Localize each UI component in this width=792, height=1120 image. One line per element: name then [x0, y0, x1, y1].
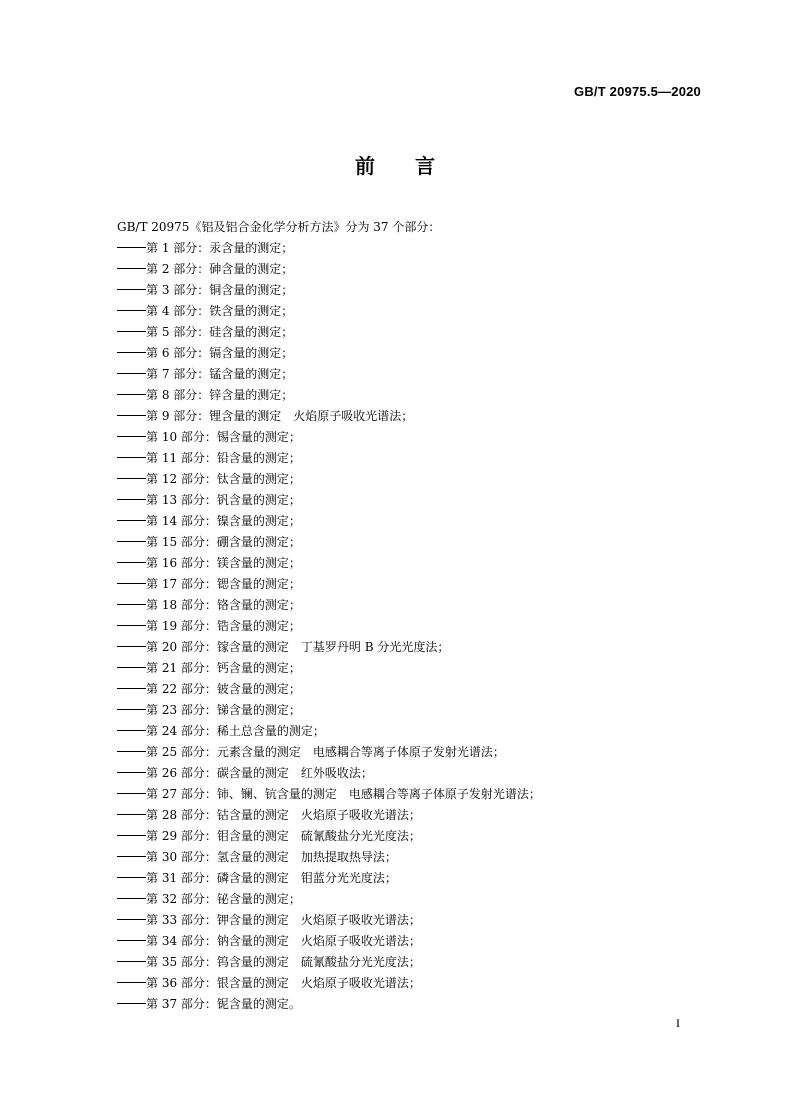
- list-item: [117, 364, 717, 385]
- list-item: [117, 238, 717, 259]
- list-item: [117, 847, 717, 868]
- dash-mark: [117, 793, 146, 794]
- dash-mark: [117, 268, 146, 269]
- dash-mark: [117, 667, 146, 668]
- part-text: 第 35 部分：钨含量的测定 硫氰酸盐分光光度法；: [146, 955, 421, 969]
- list-item: [117, 805, 717, 826]
- dash-mark: [117, 898, 146, 899]
- dash-mark: [117, 520, 146, 521]
- dash-mark: [117, 457, 146, 458]
- part-text: 第 10 部分：锡含量的测定；: [146, 430, 301, 444]
- dash-mark: [117, 709, 146, 710]
- dash-mark: [117, 352, 146, 353]
- part-text: 第 30 部分：氢含量的测定 加热提取热导法；: [146, 850, 397, 864]
- foreword-body: [117, 217, 717, 1015]
- list-item: [117, 574, 717, 595]
- dash-mark: [117, 604, 146, 605]
- dash-mark: [117, 919, 146, 920]
- part-text: 第 19 部分：锆含量的测定；: [146, 619, 301, 633]
- dash-mark: [117, 835, 146, 836]
- dash-mark: [117, 562, 146, 563]
- list-item: [117, 448, 717, 469]
- list-item: [117, 721, 717, 742]
- list-item: [117, 343, 717, 364]
- list-item: [117, 511, 717, 532]
- part-text: 第 11 部分：铅含量的测定；: [146, 451, 301, 465]
- part-text: 第 16 部分：镁含量的测定；: [146, 556, 301, 570]
- part-text: 第 24 部分：稀土总含量的测定；: [146, 724, 325, 738]
- part-text: 第 13 部分：钒含量的测定；: [146, 493, 301, 507]
- part-text: 第 29 部分：钼含量的测定 硫氰酸盐分光光度法；: [146, 829, 421, 843]
- dash-mark: [117, 730, 146, 731]
- dash-mark: [117, 772, 146, 773]
- part-text: 第 28 部分：钴含量的测定 火焰原子吸收光谱法；: [146, 808, 421, 822]
- list-item: [117, 406, 717, 427]
- list-item: [117, 826, 717, 847]
- list-item: [117, 322, 717, 343]
- part-text: 第 14 部分：镍含量的测定；: [146, 514, 301, 528]
- page-number: I: [676, 1016, 680, 1030]
- part-text: 第 4 部分：铁含量的测定；: [146, 304, 294, 318]
- list-item: [117, 637, 717, 658]
- list-item: [117, 490, 717, 511]
- list-item: [117, 742, 717, 763]
- title-char-right: 言: [415, 154, 437, 178]
- dash-mark: [117, 856, 146, 857]
- part-text: 第 26 部分：碳含量的测定 红外吸收法；: [146, 766, 373, 780]
- list-item: [117, 784, 717, 805]
- dash-mark: [117, 436, 146, 437]
- part-text: 第 31 部分：磷含量的测定 钼蓝分光光度法；: [146, 871, 397, 885]
- list-item: [117, 553, 717, 574]
- part-text: 第 7 部分：锰含量的测定；: [146, 367, 294, 381]
- part-text: 第 17 部分：锶含量的测定；: [146, 577, 301, 591]
- dash-mark: [117, 940, 146, 941]
- dash-mark: [117, 499, 146, 500]
- list-item: [117, 427, 717, 448]
- dash-mark: [117, 583, 146, 584]
- list-item: [117, 259, 717, 280]
- list-item: [117, 952, 717, 973]
- dash-mark: [117, 1003, 146, 1004]
- dash-mark: [117, 247, 146, 248]
- dash-mark: [117, 394, 146, 395]
- part-text: 第 25 部分：元素含量的测定 电感耦合等离子体原子发射光谱法；: [146, 745, 505, 759]
- part-text: 第 9 部分：锂含量的测定 火焰原子吸收光谱法；: [146, 409, 414, 423]
- list-item: [117, 385, 717, 406]
- dash-mark: [117, 415, 146, 416]
- part-text: 第 22 部分：铍含量的测定；: [146, 682, 301, 696]
- dash-mark: [117, 310, 146, 311]
- dash-mark: [117, 331, 146, 332]
- part-text: 第 37 部分：铌含量的测定。: [146, 997, 301, 1011]
- part-text: 第 2 部分：砷含量的测定；: [146, 262, 294, 276]
- part-text: 第 15 部分：硼含量的测定；: [146, 535, 301, 549]
- list-item: [117, 658, 717, 679]
- list-item: [117, 595, 717, 616]
- list-item: [117, 994, 717, 1015]
- dash-mark: [117, 289, 146, 290]
- dash-mark: [117, 982, 146, 983]
- part-text: 第 3 部分：铜含量的测定；: [146, 283, 294, 297]
- part-text: 第 34 部分：钠含量的测定 火焰原子吸收光谱法；: [146, 934, 421, 948]
- list-item: [117, 469, 717, 490]
- part-text: 第 5 部分：硅含量的测定；: [146, 325, 294, 339]
- part-text: 第 12 部分：钛含量的测定；: [146, 472, 301, 486]
- list-item: [117, 931, 717, 952]
- standard-number: GB/T 20975.5—2020: [574, 84, 701, 99]
- dash-mark: [117, 877, 146, 878]
- list-item: [117, 763, 717, 784]
- dash-mark: [117, 814, 146, 815]
- part-text: 第 6 部分：镉含量的测定；: [146, 346, 294, 360]
- dash-mark: [117, 625, 146, 626]
- dash-mark: [117, 961, 146, 962]
- list-item: [117, 973, 717, 994]
- list-item: [117, 616, 717, 637]
- part-text: 第 36 部分：银含量的测定 火焰原子吸收光谱法；: [146, 976, 421, 990]
- part-text: 第 20 部分：镓含量的测定 丁基罗丹明 B 分光光度法；: [146, 640, 450, 654]
- list-item: [117, 301, 717, 322]
- dash-mark: [117, 478, 146, 479]
- part-text: 第 18 部分：铬含量的测定；: [146, 598, 301, 612]
- part-text: 第 23 部分：锑含量的测定；: [146, 703, 301, 717]
- list-item: [117, 868, 717, 889]
- part-text: 第 21 部分：钙含量的测定；: [146, 661, 301, 675]
- part-text: 第 1 部分：汞含量的测定；: [146, 241, 294, 255]
- intro-paragraph: GB/T 20975《铝及铝合金化学分析方法》分为 37 个部分：: [117, 220, 441, 234]
- list-item: [117, 910, 717, 931]
- dash-mark: [117, 646, 146, 647]
- parts-list: [117, 238, 717, 1015]
- list-item: [117, 679, 717, 700]
- list-item: [117, 700, 717, 721]
- part-text: 第 27 部分：铈、镧、钪含量的测定 电感耦合等离子体原子发射光谱法；: [146, 787, 541, 801]
- dash-mark: [117, 373, 146, 374]
- dash-mark: [117, 541, 146, 542]
- page-title: [0, 150, 792, 179]
- list-item: [117, 889, 717, 910]
- part-text: 第 33 部分：钾含量的测定 火焰原子吸收光谱法；: [146, 913, 421, 927]
- list-item: [117, 532, 717, 553]
- dash-mark: [117, 751, 146, 752]
- part-text: 第 8 部分：锌含量的测定；: [146, 388, 294, 402]
- title-char-left: 前: [355, 154, 377, 178]
- list-item: [117, 280, 717, 301]
- dash-mark: [117, 688, 146, 689]
- part-text: 第 32 部分：铋含量的测定；: [146, 892, 301, 906]
